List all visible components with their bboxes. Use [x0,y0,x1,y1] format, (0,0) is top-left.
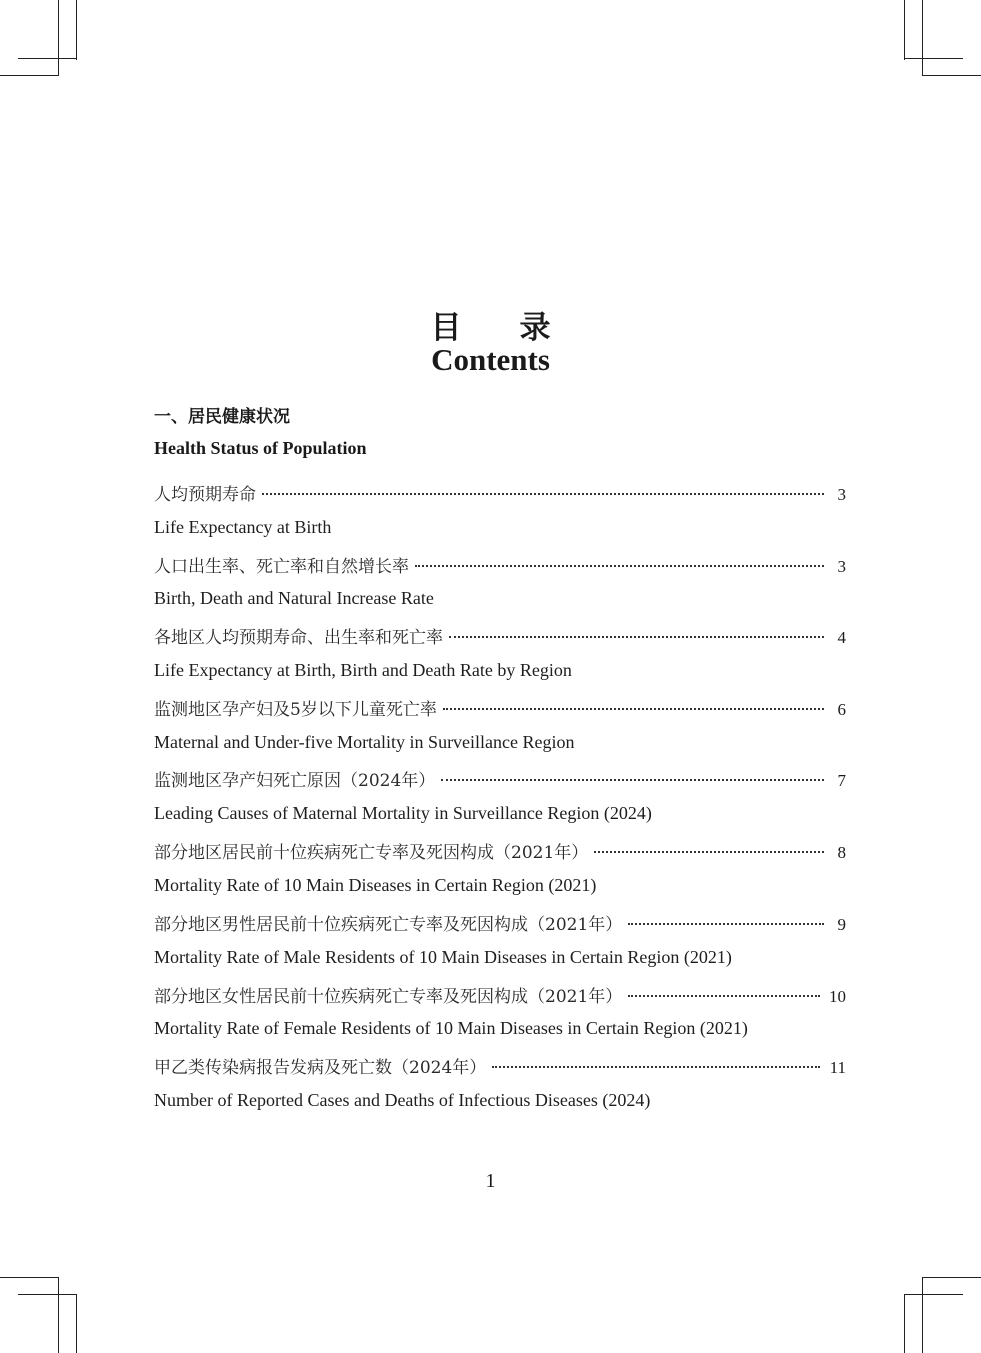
title-char-1: 目 [430,310,462,346]
toc-entry[interactable] [154,910,846,935]
toc-page-number: 6 [837,700,846,719]
toc-page-number: 8 [837,843,846,862]
toc-entry-title-en: Number of Reported Cases and Deaths of Infectious Diseases (2024) [154,1090,651,1110]
page-number: 1 [485,1170,496,1192]
toc-entry[interactable] [154,623,846,648]
toc-entry-title-en: Birth, Death and Natural Increase Rate [154,588,434,608]
toc-entry-title-en: Life Expectancy at Birth [154,517,332,537]
toc-page-number: 3 [837,557,846,576]
toc-entry-title-en: Leading Causes of Maternal Mortality in Surveillance Region (2024) [154,803,652,823]
toc-entry[interactable] [154,480,846,505]
toc-entry-title-en: Mortality Rate of 10 Main Diseases in Certain Region (2021) [154,875,597,895]
toc-entry-title-cn: 监测地区孕产妇死亡原因（2024年） [154,771,436,791]
toc-page-number: 9 [837,915,846,934]
title-char-2: 录 [519,310,551,346]
leader-dots [449,636,824,638]
toc-page-number: 4 [837,628,846,647]
toc-entry-title-cn: 各地区人均预期寿命、出生率和死亡率 [154,628,443,648]
leader-dots [415,565,824,567]
toc-entry[interactable] [154,838,846,863]
toc-entry-title-cn: 部分地区女性居民前十位疾病死亡专率及死因构成（2021年） [154,987,623,1007]
toc-page-number: 11 [829,1058,846,1077]
toc-entry-title-cn: 部分地区居民前十位疾病死亡专率及死因构成（2021年） [154,843,589,863]
leader-dots [492,1066,820,1068]
toc-entry-title-en: Mortality Rate of Male Residents of 10 Main Diseases in Certain Region (2021) [154,947,732,967]
toc-entry-title-cn: 甲乙类传染病报告发病及死亡数（2024年） [154,1058,487,1078]
section-heading-english: Health Status of Population [154,438,367,458]
leader-dots [628,995,820,997]
toc-entry[interactable] [154,552,846,577]
toc-entry[interactable] [154,766,846,791]
section-heading-chinese: 一、居民健康状况 [154,407,290,427]
toc-entry[interactable] [154,1053,846,1078]
leader-dots [443,708,824,710]
toc-entry-title-en: Life Expectancy at Birth, Birth and Death Rate by Region [154,660,572,680]
leader-dots [262,493,824,495]
toc-entry-title-cn: 人均预期寿命 [154,485,256,505]
toc-page-number: 7 [837,771,846,790]
toc-entry-title-en: Mortality Rate of Female Residents of 10 Main Diseases in Certain Region (2021) [154,1018,748,1038]
toc-entry[interactable] [154,982,846,1007]
toc-entry-title-cn: 部分地区男性居民前十位疾病死亡专率及死因构成（2021年） [154,915,623,935]
toc-entry-title-cn: 监测地区孕产妇及5岁以下儿童死亡率 [154,700,437,720]
toc-entry-title-en: Maternal and Under-five Mortality in Surveillance Region [154,732,575,752]
page-title-english: Contents [431,342,550,377]
leader-dots [594,851,824,853]
toc-page-number: 3 [837,485,846,504]
toc-page-number: 10 [829,987,846,1006]
page-title-chinese [0,302,981,347]
toc-entry-title-cn: 人口出生率、死亡率和自然增长率 [154,557,409,577]
toc-entry[interactable] [154,695,846,720]
leader-dots [628,923,824,925]
leader-dots [441,779,824,781]
